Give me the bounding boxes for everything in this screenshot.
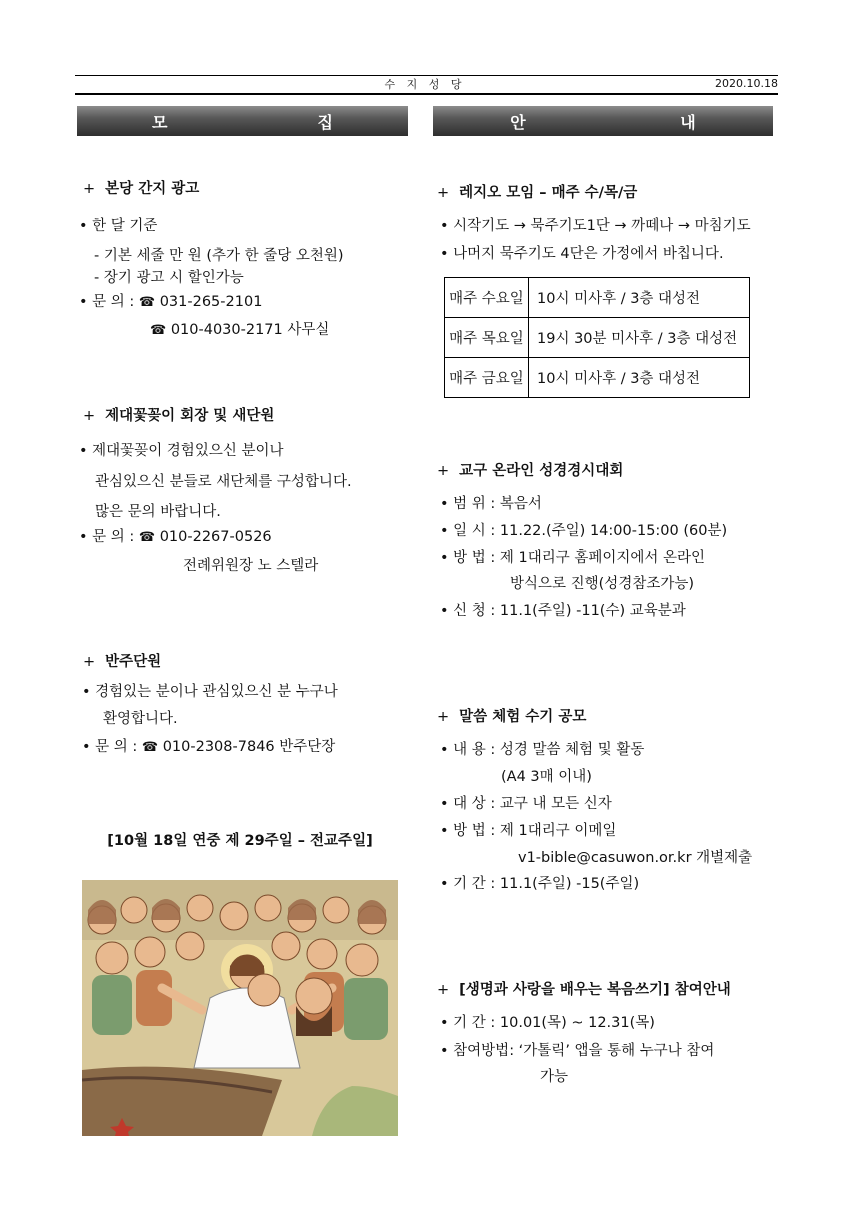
phone-icon: ☎	[150, 323, 167, 338]
phone-icon: ☎	[138, 295, 156, 310]
bible-contest-section-title	[437, 459, 623, 480]
schedule-detail: 10시 미사후 / 3층 대성전	[529, 278, 750, 318]
ad-section-title	[83, 177, 199, 198]
altar-contact-row	[79, 527, 272, 548]
altar-line-2: 관심있으신 분들로 새단체를 구성합니다.	[95, 474, 352, 490]
gospel-section-title	[437, 978, 731, 999]
sunday-caption: [10월 18일 연중 제 29주일 – 전교주일]	[107, 833, 373, 849]
gospel-title-text: [생명과 사랑을 배우는 복음쓰기] 참여안내	[459, 982, 731, 998]
altar-line-1: • 제대꽃꽂이 경험있으신 분이나	[79, 443, 284, 459]
plus-icon: +	[83, 654, 96, 670]
accompany-contact-label: • 문 의 :	[82, 739, 138, 755]
jesus-preaching-illustration	[82, 880, 398, 1136]
schedule-detail: 19시 30분 미사후 / 3층 대성전	[529, 318, 750, 358]
accompany-section-title	[83, 650, 161, 671]
schedule-day: 매주 금요일	[445, 358, 529, 398]
plus-icon: +	[83, 408, 96, 424]
notice-banner	[433, 106, 773, 136]
accompany-phone: 010-2308-7846 반주단장	[162, 739, 336, 755]
bible-contest-line-5: • 신 청 : 11.1(주일) -11(수) 교육분과	[440, 603, 686, 619]
essay-line-4: • 방 법 : 제 1대리구 이메일	[440, 823, 617, 839]
accompany-contact-row	[82, 737, 335, 758]
notice-banner-char-2: 내	[680, 112, 696, 132]
accompany-title-text: 반주단원	[105, 654, 162, 670]
altar-contact-label: • 문 의 :	[79, 529, 135, 545]
legio-title-text: 레지오 모임 – 매주 수/목/금	[459, 185, 638, 201]
gospel-line-1: • 기 간 : 10.01(목) ~ 12.31(목)	[440, 1015, 655, 1031]
plus-icon: +	[437, 185, 450, 201]
ad-contact-row-2	[150, 320, 329, 341]
plus-icon: +	[83, 181, 96, 197]
bulletin-date: 2020.10.18	[715, 77, 778, 90]
gospel-line-3: 가능	[540, 1069, 569, 1085]
ad-contact-label: • 문 의 :	[79, 294, 135, 310]
bible-contest-line-2: • 일 시 : 11.22.(주일) 14:00-15:00 (60분)	[440, 523, 728, 539]
altar-phone: 010-2267-0526	[159, 529, 272, 545]
essay-email-line: v1-bible@casuwon.or.kr 개별제출	[518, 850, 753, 866]
table-row	[445, 318, 750, 358]
essay-line-3: • 대 상 : 교구 내 모든 신자	[440, 796, 612, 812]
legio-schedule-table	[444, 277, 750, 398]
altar-title-text: 제대꽃꽂이 회장 및 새단원	[105, 408, 275, 424]
schedule-day: 매주 목요일	[445, 318, 529, 358]
schedule-day: 매주 수요일	[445, 278, 529, 318]
bible-contest-line-1: • 범 위 : 복음서	[440, 496, 542, 512]
bible-contest-line-4: 방식으로 진행(성경참조가능)	[510, 576, 695, 592]
legio-line-2: • 나머지 묵주기도 4단은 가정에서 바칩니다.	[440, 246, 724, 262]
essay-title-text: 말씀 체험 수기 공모	[459, 709, 587, 725]
phone-icon: ☎	[141, 740, 159, 755]
ad-contact-row	[79, 292, 262, 313]
phone-icon: ☎	[138, 530, 156, 545]
gospel-line-2: • 참여방법: ‘가톨릭’ 앱을 통해 누구나 참여	[440, 1043, 715, 1059]
recruit-banner-char-2: 집	[317, 112, 333, 132]
plus-icon: +	[437, 982, 450, 998]
plus-icon: +	[437, 463, 450, 479]
essay-section-title	[437, 705, 586, 726]
notice-banner-char-1: 안	[510, 112, 526, 132]
header-bottom-rule	[75, 93, 778, 95]
legio-line-1: • 시작기도 → 묵주기도1단 → 까떼나 → 마침기도	[440, 218, 751, 234]
legio-section-title	[437, 181, 637, 202]
altar-line-3: 많은 문의 바랍니다.	[95, 504, 221, 520]
table-row	[445, 278, 750, 318]
bible-contest-line-3: • 방 법 : 제 1대리구 홈페이지에서 온라인	[440, 550, 706, 566]
ad-phone-2: 010-4030-2171 사무실	[170, 322, 330, 338]
schedule-detail: 10시 미사후 / 3층 대성전	[529, 358, 750, 398]
altar-contact-person: 전례위원장 노 스텔라	[183, 558, 319, 574]
bible-contest-title-text: 교구 온라인 성경경시대회	[459, 463, 624, 479]
essay-line-6: • 기 간 : 11.1(주일) -15(주일)	[440, 876, 640, 892]
essay-line-2: (A4 3매 이내)	[501, 769, 592, 785]
ad-line-1: • 한 달 기준	[79, 218, 158, 234]
essay-line-1: • 내 용 : 성경 말씀 체험 및 활동	[440, 742, 645, 758]
altar-section-title	[83, 404, 274, 425]
ad-line-3: - 장기 광고 시 할인가능	[94, 270, 244, 286]
recruit-banner-char-1: 모	[152, 112, 168, 132]
ad-line-2: - 기본 세줄 만 원 (추가 한 줄당 오천원)	[94, 248, 344, 264]
table-row	[445, 358, 750, 398]
church-name: 수 지 성 당	[384, 78, 466, 91]
plus-icon: +	[437, 709, 450, 725]
ad-title-text: 본당 간지 광고	[105, 181, 200, 197]
accompany-line-2: 환영합니다.	[103, 711, 178, 727]
recruit-banner	[77, 106, 408, 136]
accompany-line-1: • 경험있는 분이나 관심있으신 분 누구나	[82, 684, 338, 700]
ad-phone-1: 031-265-2101	[159, 294, 263, 310]
